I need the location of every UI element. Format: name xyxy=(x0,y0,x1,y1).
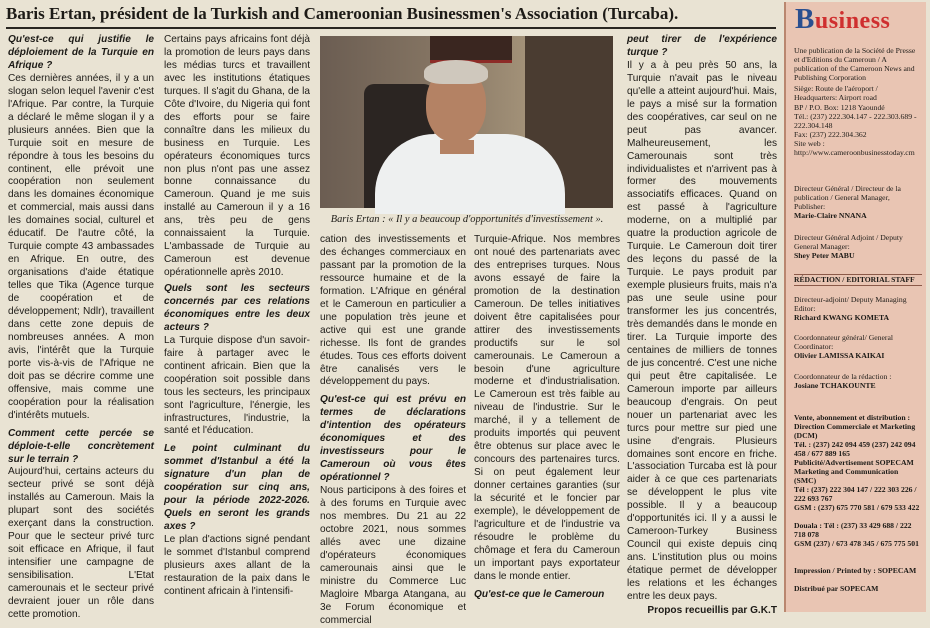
masthead-credit: Directeur Général Adjoint / Deputy General Manager: xyxy=(794,233,903,252)
article-column-1 xyxy=(8,34,154,620)
masthead-credit: Vente, abonnement et distribution : Direction Commerciale et Marketing (DCM) xyxy=(794,413,916,441)
interview-answer: Il y a à peu près 50 ans, la Turquie n'avait pas le niveau qu'elle a atteint aujourd'hui. Mais, le pays a misé sur la formation des coopératives, car seul on ne peut pas avancer. Malheureusement, les Camerounais sont très individualistes et n'arrivent pas à former des mouvements associatifs efficaces. Quand on est passé à l'agriculture moderne, on a multiplié par quatre la production agricole de Turquie. Le Cameroun doit tirer des leçons du passé de la Turquie. Le pays produit par exemple plusieurs fruits, mais n'a pas une seule usine pour transformer les jus concentrés, très demandés dans le monde en tirer. La Turquie importe des centaines de milliers de tonnes de jus concentré. C'est une niche qui peut être capitalisée. Le Cameroun importe par ailleurs beaucoup d'engrais. On peut nouer un partenariat avec les turcs pour mettre sur pied une usine d'engrais. Plusieurs domaines sont encore en friche. L'association Turcaba est là pour aider à ce que ces partenariats se développent le plus vite possible. Il y a beaucoup d'opportunités ici. Il y a aussi le Cameroon-Turkey Business Council qui existe depuis cinq ans. L'institution plus ou moins étatique permet de développer les relations et les échanges entre les deux pays. xyxy=(627,59,777,602)
interview-answer: Aujourd'hui, certains acteurs du secteur privé se sont déjà installés au Cameroun. Mais la plupart sont des sociétés exerçant dans la construction. Pour que le secteur privé turc soit efficace en Afrique, il faut intensifier une campagne de sensibilisation. L'Etat camerounais et le secteur privé devraient jouer un rôle dans cette promotion. xyxy=(8,466,154,620)
interview-answer: La Turquie dispose d'un savoir-faire à partager avec le continent africain. Bien que la coopération soit possible dans tous les secteurs, les principaux sont l'agriculture, l'énergie, les infrastructures, l'industrie, la santé et l'éducation. xyxy=(164,334,310,437)
masthead-credit: Impression / Printed by : SOPECAM xyxy=(794,566,917,575)
masthead-credit: Fax: (237) 222.304.362 xyxy=(794,130,867,139)
masthead-credit: Tél.: (237) 222.304.147 - 222.303.689 - 222.304.148 xyxy=(794,112,917,131)
masthead-credit: Tél. : (237) 242 094 459 (237) 242 094 458 / 677 889 165 xyxy=(794,440,916,459)
editorial-staff-header: RÉDACTION / EDITORIAL STAFF xyxy=(794,274,922,286)
masthead-credit: Directeur-adjoint/ Deputy Managing Editor: xyxy=(794,295,907,314)
interview-question: Qu'est-ce qui justifie le déploiement de la Turquie en Afrique ? xyxy=(8,34,154,71)
interview-question: Comment cette percée se déploie-t-elle concrètement sur le terrain ? xyxy=(8,427,154,465)
business-logo xyxy=(795,3,919,35)
masthead-credit: BP / P.O. Box: 1218 Yaoundé xyxy=(794,103,885,112)
masthead-credit: Richard KWANG KOMETA xyxy=(794,313,890,322)
logo-rest: usiness xyxy=(814,8,891,34)
masthead-credit: Coordonnateur général/ General Coordinator: xyxy=(794,333,894,352)
headline-rule xyxy=(6,27,776,29)
masthead-credit: Douala : Tél : (237) 33 429 688 / 222 718 078 xyxy=(794,521,912,540)
masthead-credit: Josiane TCHAKOUNTE xyxy=(794,381,876,390)
photo-hair xyxy=(424,60,488,84)
masthead-credit: Olivier LAMISSA KAIKAI xyxy=(794,351,885,360)
masthead-credit: Distribué par SOPECAM xyxy=(794,584,879,593)
masthead-credit: GSM (237) / 673 478 345 / 675 775 501 xyxy=(794,539,919,548)
logo-initial: B xyxy=(795,3,815,35)
article-column-2-lower xyxy=(164,283,310,612)
masthead-credit: Une publication de la Société de Presse et d'Editions du Cameroun / A publication of the Cameroon News and Publishing Corporation xyxy=(794,46,916,83)
interview-answer: Le plan d'actions signé pendant le sommet d'Istanbul comprend plusieurs axes allant de la restauration de la paix dans le continent africain à l'intensifi- xyxy=(164,534,310,597)
article-column-5 xyxy=(627,34,777,616)
photo-neck xyxy=(440,140,474,154)
article-column-3 xyxy=(320,234,466,626)
interview-answer: Turquie-Afrique. Nos membres ont noué des partenariats avec des entreprises turques. Nous avons essayé de faire la promotion de la destination Cameroun. De telles initiatives doivent être capitalisées pour attirer des investissements productifs sur le sol camerounais. Le Cameroun a besoin d'une agriculture moderne et d'industrialisation. Le Cameroun est très faible au niveau de l'industrie. Sur le marché, il y a tellement de produits importés qui peuvent être obtenus sur place avec le concours des partenaires turcs. Si on peut également leur donner certaines garanties (sur la sécurité et le foncier par exemple), le développement de l'agriculture et de l'industrie va résoudre le problème du chômage et fera du Cameroun un important pays exportateur dans le monde entier. xyxy=(474,234,620,582)
interview-answer: Ces dernières années, il y a un slogan selon lequel l'avenir c'est l'Afrique. Par contre, la Turquie a déclaré le même slogan il y a plusieurs années. Bien que la Turquie soit en mesure de répondre à tous les besoins du continent, elle prévoit une coopération non seulement dans les domaines économique et commercial, mais aussi dans les domaines social, culturel et éducatif. De l'autre côté, la Turquie compte 43 ambassades en Afrique. En outre, des organisations d'aide étatique telles que Tika (Agence turque de coopération et de développement; Ndlr), travaillent dans cette zone depuis de nombreuses années. A mon avis, l'intérêt que la Turquie porte vis-à-vis de l'Afrique ne doit pas se décrire comme une offensive, mais comme une coopération pour la réalisation d'intérêts mutuels. xyxy=(8,72,154,421)
masthead-credit: Marie-Claire NNANA xyxy=(794,211,867,220)
interview-question: Qu'est-ce qui est prévu en termes de déclarations d'intention des opérateurs économiques et des investisseurs pour le Cameroun où vous êtes opérationnel ? xyxy=(320,394,466,484)
interview-question: Qu'est-ce que le Cameroun xyxy=(474,588,605,600)
masthead-credit: Site web : http://www.cameroonbusinesstoday.cm xyxy=(794,139,915,158)
interview-answer: cation des investissements et des échanges commerciaux en passant par la promotion de la ressource humaine et de la formation. L'Afrique en général et le Cameroun en particulier a une population très jeune et active qui est une grande richesse. Ils font de grandes études. Tous ces efforts doivent être canalisés vers le développement du pays. xyxy=(320,234,466,388)
masthead-credit: Publicité/Advertisement SOPECAM Marketing and Communication (SMC) xyxy=(794,458,914,486)
masthead-credit: Directeur Général / Directeur de la publication / General Manager, Publisher: xyxy=(794,184,901,212)
masthead-credit: GSM : (237) 675 770 581 / 679 533 422 xyxy=(794,503,920,512)
interview-photo xyxy=(320,36,613,208)
masthead-sidebar xyxy=(784,2,926,612)
interview-answer: Nous participons à des foires et à des forums en Turquie avec nos membres. Du 21 au 22 octobre 2021, nous sommes allés avec une dizaine d'opérateurs économiques camerounais ainsi que le ministre du Commerce Luc Magloire Mbarga Atangana, au 3e Forum économique et commercial xyxy=(320,485,466,626)
byline: Propos recueillis par G.K.T xyxy=(647,604,777,616)
photo-frame xyxy=(430,36,512,63)
interview-answer: Certains pays africains font déjà la promotion de leurs pays dans les médias turcs et travaillent avec les institutions étatiques turques. Il s'agit du Ghana, de la Côte d'Ivoire, du Nigeria qui font des efforts pour se faire connaître dans les milieux du business en Turquie. Les opérateurs économiques turcs non plus n'ont pas une assez bonne connaissance du Cameroun. Quand je me suis installé au Cameroun il y a 16 ans, très peu de gens connaissaient la Turquie. L'ambassade de Turquie au Cameroun est devenue opérationnelle après 2010. xyxy=(164,34,310,279)
masthead-credit: Siège: Route de l'aéroport / Headquarters: Airport road xyxy=(794,84,878,103)
masthead-credit: Tél : (237) 222 304 147 / 222 303 226 / 222 693 767 xyxy=(794,485,917,504)
photo-caption: Baris Ertan : « Il y a beaucoup d'opportunités d'investissement ». xyxy=(330,214,604,225)
interview-question: Le point culminant du sommet d'Istanbul a été la signature d'un plan de coopération sur cinq ans, pour la période 2022-2026. Quels en seront les grands axes ? xyxy=(164,443,310,533)
article-headline: Baris Ertan, président de la Turkish and Cameroonian Businessmen's Association (Turcaba). xyxy=(6,4,679,23)
masthead-credit: Shey Peter MABU xyxy=(794,251,855,260)
interview-question: peut tirer de l'expérience turque ? xyxy=(627,34,777,58)
article-column-4 xyxy=(474,234,620,612)
interview-question: Quels sont les secteurs concernés par ces relations économiques entre les deux acteurs ? xyxy=(164,283,310,333)
masthead-credit: Coordonnateur de la rédaction : xyxy=(794,372,892,381)
